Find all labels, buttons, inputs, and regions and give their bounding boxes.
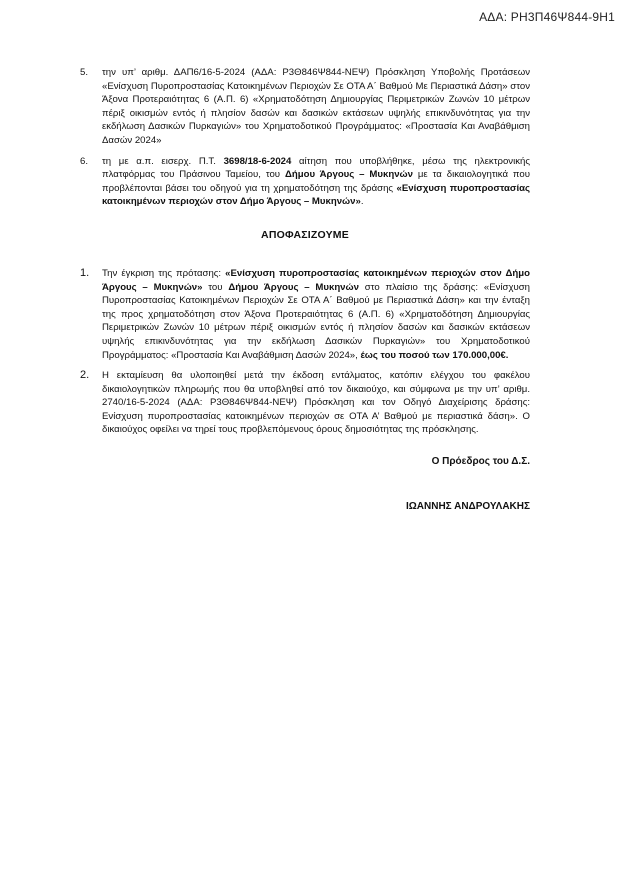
text-run: .	[360, 196, 364, 208]
signature-title: Ο Πρόεδρος του Δ.Σ.	[431, 456, 530, 468]
decision-item-2	[80, 369, 530, 437]
decision-text	[102, 369, 530, 437]
text-run: του	[202, 281, 229, 293]
item-text	[102, 155, 530, 209]
proposal-title: «Ενίσχυση πυροπροστασίας κατοικημένων περιοχών στον Δήμο Άργους – Μυκηνών»	[102, 182, 530, 208]
decision-text	[102, 267, 530, 362]
text-run: Η εκταμίευση θα υλοποιηθεί μετά την έκδοση εντάλματος, κατόπιν ελέγχου του φακέλου δικαιολογητικών πληρωμής που θα υποβληθεί από τον δικαιούχο, και σύμφωνα με την υπ’ αριθμ. 2740/16-5-2024 (ΑΔΑ: Ρ3Θ846Ψ844-ΝΕΨ) Πρόσκληση και τον Οδηγό Διαχείρισης δράσης: Ενίσχυση πυροπροστασίας κατοικημένων περιοχών σε ΟΤΑ Α’ Βαθμού με περιαστικά δάση». Ο δικαιούχος οφείλει να τηρεί τους προβλεπόμενους όρους δημοσιότητας της πρόσκλησης.	[102, 370, 530, 436]
signatory-name: ΙΩΑΝΝΗΣ ΑΝΔΡΟΥΛΑΚΗΣ	[406, 501, 530, 513]
decision-number: 1.	[80, 266, 90, 279]
decision-item-1	[80, 267, 530, 362]
municipality-name: Δήμου Άργους – Μυκηνών	[284, 169, 413, 181]
amount: έως του ποσού των 170.000,00€.	[360, 349, 509, 361]
protocol-number: 3698/18-6-2024	[223, 155, 292, 167]
list-item-6	[80, 155, 530, 209]
item-number: 6.	[80, 155, 89, 167]
text-run: την υπ’ αριθμ. ΔΑΠ6/16-5-2024 (ΑΔΑ: Ρ3Θ846Ψ844-ΝΕΨ) Πρόσκληση Υποβολής Προτάσεων «Ενίσχυση Πυροπροστασίας Κατοικημένων Περιοχών Σε ΟΤΑ Α΄ Βαθμού Με Περιαστικά Δάση» στον Άξονα Προτεραιότητας 6 (Α.Π. 6) «Χρηματοδότηση Δημιουργίας Περιμετρικών Ζωνών 10 μέτρων πέριξ οικισμών εντός ή πλησίον δασών και δασικών εκτάσεων υψηλής επικινδυνότητας για την εκδήλωση Δασικών Πυρκαγιών» του Χρηματοδοτικού Προγράμματος: «Προστασία Και Αναβάθμιση Δασών 2024»	[102, 67, 530, 146]
ada-identifier: ΑΔΑ: ΡΗ3Π46Ψ844-9Η1	[479, 10, 615, 24]
list-item-5	[80, 66, 530, 148]
text-run: αίτηση που υποβλήθηκε, μέσω της ηλεκτρονικής πλατφόρμας του Πράσινου Ταμείου, του	[102, 155, 530, 181]
document-body	[80, 66, 530, 512]
municipality-name: Δήμου Άργους – Μυκηνών	[228, 281, 359, 293]
text-run: τη με α.π. εισερχ. Π.Τ.	[102, 155, 224, 167]
text-run: Την έγκριση της πρότασης:	[102, 267, 226, 279]
item-text	[102, 66, 530, 148]
text-run: στο πλαίσιο της δράσης: «Ενίσχυση Πυροπροστασίας Κατοικημένων Περιοχών Σε ΟΤΑ Α΄ Βαθμού με Περιαστικά Δάση» και την ένταξη της προς χρηματοδότηση στον Άξονα Προτεραιότητας 6 (Α.Π. 6) «Χρηματοδότηση Δημιουργίας Περιμετρικών Ζωνών 10 μέτρων πέριξ οικισμών εντός ή πλησίον δασών και δασικών εκτάσεων υψηλής επικινδυνότητας για την εκδήλωση Δασικών Πυρκαγιών» του Χρηματοδοτικού Προγράμματος: «Προστασία Και Αναβάθμιση Δασών 2024»,	[102, 281, 530, 361]
decision-heading: ΑΠΟΦΑΣΙΖΟΥΜΕ	[261, 228, 349, 241]
text-run: με τα δικαιολογητικά που προβλέπονται βάσει του οδηγού για τη χρηματοδότηση της δράσης	[102, 169, 530, 194]
proposal-title: «Ενίσχυση πυροπροστασίας κατοικημένων περιοχών στον Δήμο Άργους – Μυκηνών»	[102, 267, 530, 293]
decision-number: 2.	[80, 369, 90, 382]
item-number: 5.	[80, 67, 89, 78]
